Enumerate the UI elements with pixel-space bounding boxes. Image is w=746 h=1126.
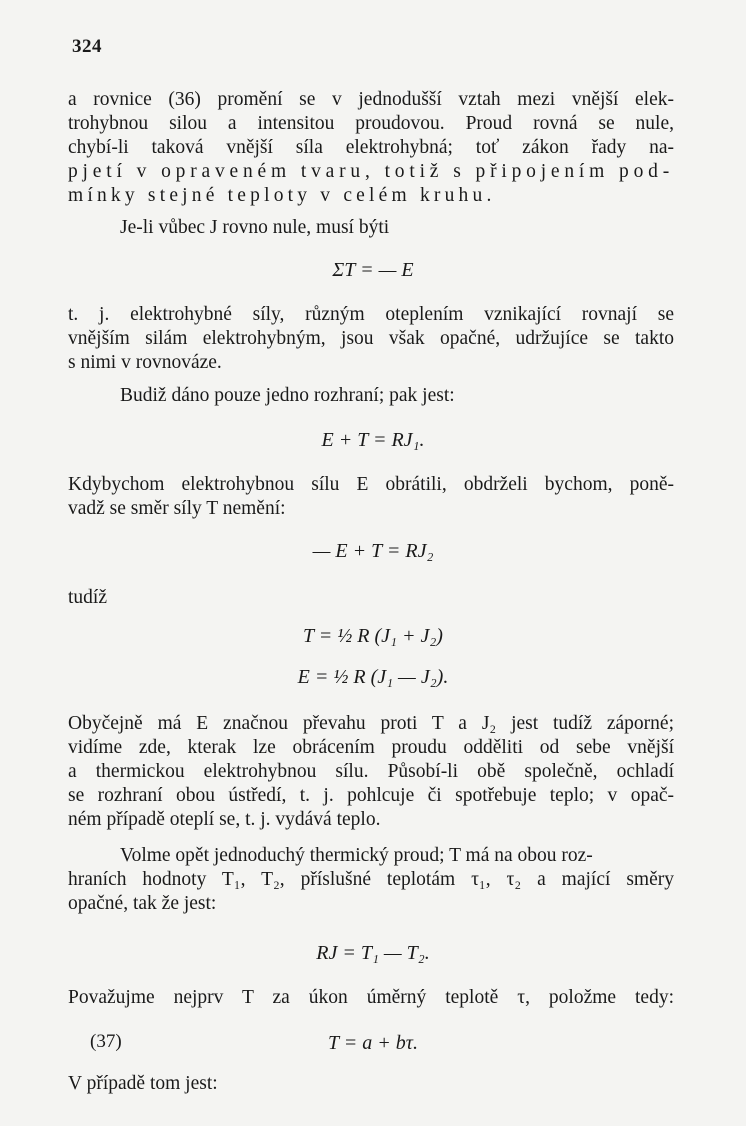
equation: ΣT = — E [332,259,414,281]
text-line: t. j. elektrohybné síly, různým oteplením vznikající rovnají se [68,304,674,325]
text-line: vnějším silám elektrohybným, jsou však opačné, udržujíce se takto [68,328,674,349]
text-line: Považujme nejprv T za úkon úměrný teplotě τ, položme tedy: [68,987,674,1008]
text-line: se rozhraní obou ústředí, t. j. pohlcuje či spotřebuje teplo; v opač- [68,785,674,806]
text-line: vidíme zde, kterak lze obrácením proudu odděliti od sebe vnější [68,737,674,758]
text-line: tudíž [68,587,107,608]
equation: T = ½ R (J₁ + J₂) [303,625,443,647]
text-line-spaced: mínky stejné teploty v celém kruhu. [68,185,496,206]
equation: E + T = RJ₁. [321,429,425,451]
text-line: chybí-li taková vnější síla elektrohybná; toť zákon řady na- [68,137,674,158]
equation: T = a + bτ. [328,1032,418,1054]
page-number: 324 [72,36,102,57]
text-line: s nimi v rovnováze. [68,352,222,373]
equation: — E + T = RJ₂ [312,540,434,562]
text-line: ném případě oteplí se, t. j. vydává teplo. [68,809,381,830]
equation: E = ½ R (J₁ — J₂). [297,666,449,688]
text-line: trohybnou silou a intensitou proudovou. Proud rovná se nule, [68,113,674,134]
text-line: a thermickou elektrohybnou sílu. Působí-li obě společně, ochladí [68,761,674,782]
text-line: Je-li vůbec J rovno nule, musí býti [120,217,390,238]
text-line: Obyčejně má E značnou převahu proti T a J₂ jest tudíž záporné; [68,713,674,734]
text-line: opačné, tak že jest: [68,893,217,914]
equation: RJ = T₁ — T₂. [316,942,430,964]
text-line: Kdybychom elektrohybnou sílu E obrátili, obdrželi bychom, poně- [68,474,674,495]
text-line: Volme opět jednoduchý thermický proud; T má na obou roz- [120,845,593,866]
text-line: hraních hodnoty T₁, T₂, příslušné teplotám τ₁, τ₂ a mající směry [68,869,674,890]
text-line: vadž se směr síly T nemění: [68,498,286,519]
equation-number: (37) [90,1031,122,1052]
text-line: Budiž dáno pouze jedno rozhraní; pak jest: [120,385,455,406]
text-line: a rovnice (36) promění se v jednodušší vztah mezi vnější elek- [68,89,674,110]
text-line: V případě tom jest: [68,1073,218,1094]
text-line-spaced: pjetí v opraveném tvaru, totiž s připojením pod- [68,161,674,182]
